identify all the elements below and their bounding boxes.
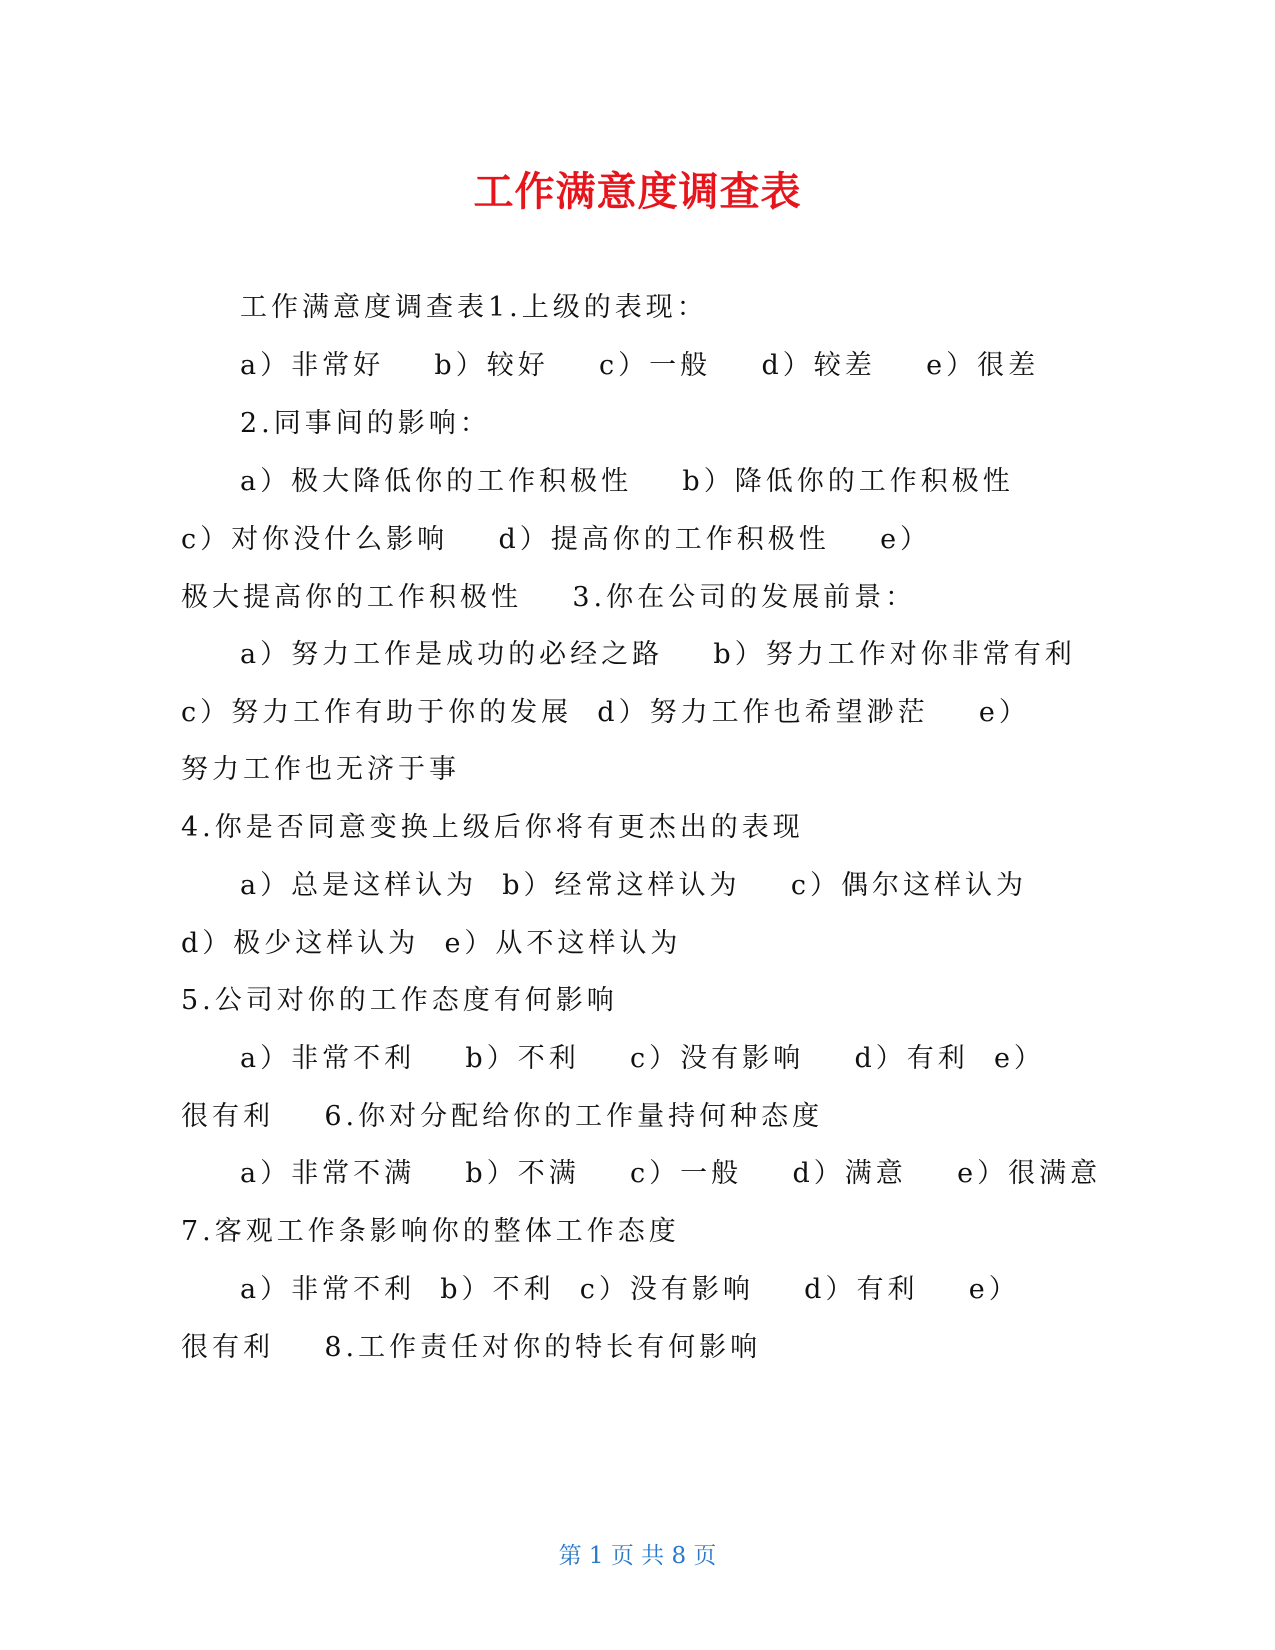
text-line-15: 很有利 6.你对分配给你的工作量持何种态度 <box>181 1101 824 1132</box>
text-line-6: 极大提高你的工作积极性 3.你在公司的发展前景： <box>181 582 917 613</box>
text-line-11: a）总是这样认为 b）经常这样认为 c）偶尔这样认为 <box>240 870 1027 901</box>
text-line-18: a）非常不利 b）不利 c）没有影响 d）有利 e） <box>240 1274 1020 1305</box>
text-line-19: 很有利 8.工作责任对你的特长有何影响 <box>181 1332 762 1363</box>
text-line-17: 7.客观工作条影响你的整体工作态度 <box>181 1216 680 1247</box>
text-line-9: 努力工作也无济于事 <box>181 754 460 785</box>
text-line-8: c）努力工作有助于你的发展 d）努力工作也希望渺茫 e） <box>181 697 1030 728</box>
text-line-12: d）极少这样认为 e）从不这样认为 <box>181 928 682 959</box>
text-line-3: 2.同事间的影响： <box>240 408 491 439</box>
text-line-5: c）对你没什么影响 d）提高你的工作积极性 e） <box>181 524 932 555</box>
text-line-2: a）非常好 b）较好 c）一般 d）较差 e）很差 <box>240 350 1040 381</box>
text-line-13: 5.公司对你的工作态度有何影响 <box>181 985 618 1016</box>
page-number-footer: 第 1 页 共 8 页 <box>558 1543 717 1569</box>
text-line-7: a）努力工作是成功的必经之路 b）努力工作对你非常有利 <box>240 639 1076 670</box>
text-line-14: a）非常不利 b）不利 c）没有影响 d）有利 e） <box>240 1043 1045 1074</box>
text-line-10: 4.你是否同意变换上级后你将有更杰出的表现 <box>181 812 804 843</box>
text-line-4: a）极大降低你的工作积极性 b）降低你的工作积极性 <box>240 466 1014 497</box>
document-title: 工作满意度调查表 <box>473 169 802 215</box>
text-line-1: 工作满意度调查表1.上级的表现： <box>240 292 708 323</box>
text-line-16: a）非常不满 b）不满 c）一般 d）满意 e）很满意 <box>240 1158 1102 1189</box>
